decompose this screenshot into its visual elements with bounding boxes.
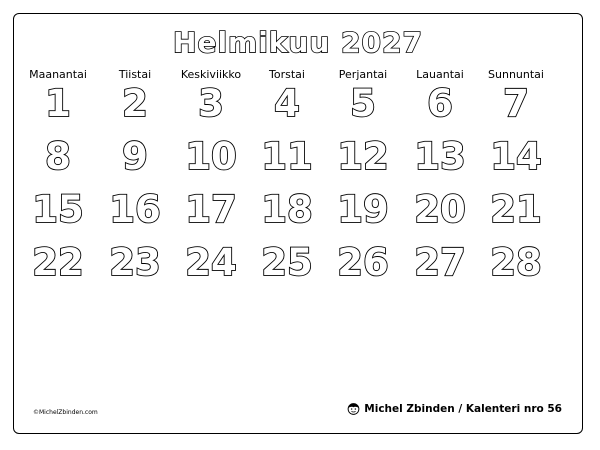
avatar-face-icon <box>347 402 360 415</box>
day-cell: 21 <box>490 188 542 231</box>
day-cell: 11 <box>261 135 313 178</box>
weekday-sunday: Sunnuntai <box>488 68 544 81</box>
day-cell: 27 <box>414 241 466 284</box>
weekday-header-row <box>14 68 584 82</box>
day-cell: 10 <box>185 135 237 178</box>
day-cell: 28 <box>490 241 542 284</box>
weekday-tuesday: Tiistai <box>118 68 152 81</box>
day-cell: 9 <box>122 135 148 178</box>
author-label: Michel Zbinden / Kalenteri nro 56 <box>364 402 562 415</box>
day-cell: 7 <box>503 82 529 125</box>
day-cell: 26 <box>337 241 389 284</box>
author-credit <box>347 402 562 415</box>
weekday-wednesday: Keskiviikko <box>180 68 242 81</box>
day-cell: 17 <box>185 188 237 231</box>
day-cell: 6 <box>427 82 453 125</box>
day-cell: 22 <box>32 241 84 284</box>
day-cell: 16 <box>109 188 161 231</box>
day-cell: 1 <box>45 82 71 125</box>
day-cell: 2 <box>122 82 148 125</box>
day-cell: 12 <box>337 135 389 178</box>
day-cell: 15 <box>32 188 84 231</box>
day-cell: 23 <box>109 241 161 284</box>
day-cell: 25 <box>261 241 313 284</box>
weekday-thursday: Torstai <box>269 68 305 81</box>
day-cell: 14 <box>490 135 542 178</box>
calendar-page <box>13 13 583 434</box>
weekday-saturday: Lauantai <box>416 68 464 81</box>
website-credit: ©MichelZbinden.com <box>33 409 98 416</box>
weekday-monday: Maanantai <box>29 68 87 81</box>
day-cell: 3 <box>198 82 224 125</box>
day-cell: 19 <box>337 188 389 231</box>
day-cell: 4 <box>274 82 300 125</box>
day-cell: 24 <box>185 241 237 284</box>
day-cell: 5 <box>350 82 376 125</box>
day-cell: 13 <box>414 135 466 178</box>
calendar-title: Helmikuu 2027 <box>173 26 423 59</box>
day-cell: 20 <box>414 188 466 231</box>
day-cell: 18 <box>261 188 313 231</box>
weekday-friday: Perjantai <box>338 68 388 81</box>
day-cell: 8 <box>45 135 71 178</box>
